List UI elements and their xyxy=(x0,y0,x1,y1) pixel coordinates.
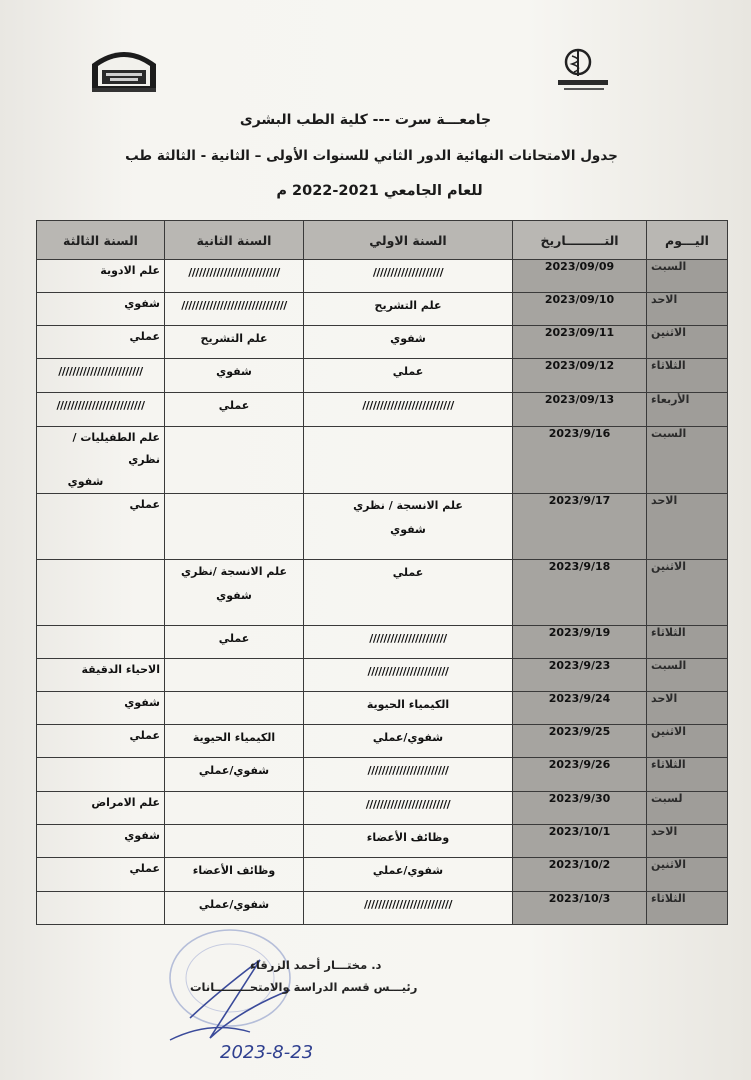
table-row xyxy=(37,725,728,758)
year2-cell xyxy=(165,427,304,494)
signatory-name: د. مختـــار أحمد الزرقاء xyxy=(250,958,382,972)
day-cell: لسبت xyxy=(647,792,728,825)
year1-cell: الكيمياء الحيوية xyxy=(304,692,513,725)
table-row xyxy=(37,359,728,393)
day-cell: الثلاثاء xyxy=(647,892,728,925)
date-cell: 2023/09/11 xyxy=(513,326,647,359)
date-cell: 2023/9/16 xyxy=(513,427,647,494)
year3-cell: عملي xyxy=(37,494,165,560)
year3-cell: ///////////////////////// xyxy=(37,393,165,427)
table-row xyxy=(37,659,728,692)
year3-cell: عملي xyxy=(37,326,165,359)
year3-cell-line2: شفوي xyxy=(67,475,104,488)
table-row xyxy=(37,825,728,858)
year3-cell: علم الامراض xyxy=(37,792,165,825)
year2-cell xyxy=(165,659,304,692)
year2-cell: عملي xyxy=(165,393,304,427)
table-row xyxy=(37,858,728,892)
date-cell: 2023/09/12 xyxy=(513,359,647,393)
year2-cell: ////////////////////////// xyxy=(165,260,304,293)
year3-cell: الاحياء الدقيقة xyxy=(37,659,165,692)
date-cell: 2023/9/30 xyxy=(513,792,647,825)
year2-cell xyxy=(165,494,304,560)
year2-cell xyxy=(165,825,304,858)
year3-cell-line1: علم الطفيليات / نظري xyxy=(72,431,160,466)
date-cell: 2023/9/17 xyxy=(513,494,647,560)
year3-cell: //////////////////////// xyxy=(37,359,165,393)
year2-cell: عملي xyxy=(165,626,304,659)
year1-cell: ///////////////////////// xyxy=(304,892,513,925)
date-cell: 2023/09/10 xyxy=(513,293,647,326)
date-cell: 2023/9/25 xyxy=(513,725,647,758)
year2-cell-line2: شفوي xyxy=(216,589,252,602)
day-cell: الاثنين xyxy=(647,560,728,626)
year3-cell: عملي xyxy=(37,725,165,758)
year2-cell-line1: علم الانسجة /نظري xyxy=(181,565,287,578)
day-cell: الاثنين xyxy=(647,725,728,758)
year2-cell: شفوي/عملي xyxy=(165,758,304,792)
signatory-role: رئيـــس قسم الدراسة والامتحـــــــــانات xyxy=(190,980,418,994)
year2-cell: شفوي xyxy=(165,359,304,393)
year1-cell: شفوي xyxy=(304,326,513,359)
table-row xyxy=(37,393,728,427)
table-row xyxy=(37,326,728,359)
academic-year: للعام الجامعي 2021-2022 م xyxy=(276,183,483,199)
year3-cell xyxy=(37,758,165,792)
year3-cell: شفوي xyxy=(37,293,165,326)
table-row xyxy=(37,758,728,792)
header-year1: السنة الاولي xyxy=(304,221,513,260)
day-cell: الثلاثاء xyxy=(647,359,728,393)
year3-cell xyxy=(37,626,165,659)
date-cell: 2023/9/19 xyxy=(513,626,647,659)
year1-cell: /////////////////////// xyxy=(304,659,513,692)
year1-cell-line2: شفوي xyxy=(390,523,426,536)
date-cell: 2023/09/09 xyxy=(513,260,647,293)
year1-cell: وظائف الأعضاء xyxy=(304,825,513,858)
table-row xyxy=(37,427,728,494)
date-cell: 2023/9/23 xyxy=(513,659,647,692)
year1-cell xyxy=(304,494,513,560)
header-year2: السنة الثانية xyxy=(165,221,304,260)
day-cell: الاحد xyxy=(647,293,728,326)
date-cell: 2023/9/26 xyxy=(513,758,647,792)
day-cell: الاحد xyxy=(647,692,728,725)
date-cell: 2023/9/18 xyxy=(513,560,647,626)
date-cell: 2023/9/24 xyxy=(513,692,647,725)
year1-cell: /////////////////////// xyxy=(304,758,513,792)
year2-cell xyxy=(165,792,304,825)
year2-cell: ////////////////////////////// xyxy=(165,293,304,326)
year3-cell xyxy=(37,427,165,494)
year3-cell: علم الادوية xyxy=(37,260,165,293)
day-cell: الاثنين xyxy=(647,858,728,892)
date-cell: 2023/10/1 xyxy=(513,825,647,858)
year3-cell: شفوي xyxy=(37,825,165,858)
day-cell: السبت xyxy=(647,260,728,293)
year1-cell: عملي xyxy=(304,359,513,393)
table-row xyxy=(37,560,728,626)
year1-cell: شفوي/عملي xyxy=(304,725,513,758)
table-row xyxy=(37,494,728,560)
table-row xyxy=(37,626,728,659)
date-cell: 2023/10/3 xyxy=(513,892,647,925)
year1-cell: //////////////////////// xyxy=(304,792,513,825)
day-cell: السبت xyxy=(647,427,728,494)
table-row xyxy=(37,293,728,326)
table-row xyxy=(37,692,728,725)
official-stamp xyxy=(150,920,390,1070)
day-cell: السبت xyxy=(647,659,728,692)
faculty-logo xyxy=(548,46,616,98)
university-logo xyxy=(88,44,160,94)
header-date: التـــــــــاريخ xyxy=(513,221,647,260)
year2-cell: الكيمياء الحيوية xyxy=(165,725,304,758)
year3-cell: شفوي xyxy=(37,692,165,725)
year1-cell: ////////////////////// xyxy=(304,626,513,659)
day-cell: الاثنين xyxy=(647,326,728,359)
date-cell: 2023/09/13 xyxy=(513,393,647,427)
year3-cell xyxy=(37,892,165,925)
year1-cell xyxy=(304,427,513,494)
exam-schedule-table xyxy=(36,220,728,925)
year2-cell xyxy=(165,560,304,626)
year1-cell: ////////////////////////// xyxy=(304,393,513,427)
year2-cell: شفوي/عملي xyxy=(165,892,304,925)
university-title: جامعـــة سرت --- كلية الطب البشرى xyxy=(239,112,492,128)
day-cell: الثلاثاء xyxy=(647,626,728,659)
day-cell: الاحد xyxy=(647,494,728,560)
day-cell: الأربعاء xyxy=(647,393,728,427)
year3-cell: عملي xyxy=(37,858,165,892)
year1-cell: علم التشريح xyxy=(304,293,513,326)
year2-cell: وظائف الأعضاء xyxy=(165,858,304,892)
table-row xyxy=(37,260,728,293)
year3-cell xyxy=(37,560,165,626)
day-cell: الاحد xyxy=(647,825,728,858)
year1-cell-line1: علم الانسجة / نظري xyxy=(353,499,463,512)
header-year3: السنة الثالثة xyxy=(37,221,165,260)
date-cell: 2023/10/2 xyxy=(513,858,647,892)
schedule-title: جدول الامتحانات النهائية الدور الثاني للسنوات الأولى – الثانية - الثالثة طب xyxy=(125,148,618,164)
handwritten-date: 2023-8-23 xyxy=(220,1042,314,1063)
table-header-row xyxy=(37,221,728,260)
year2-cell: علم التشريح xyxy=(165,326,304,359)
year1-cell: //////////////////// xyxy=(304,260,513,293)
year2-cell xyxy=(165,692,304,725)
header-day: اليـــوم xyxy=(647,221,728,260)
table-row xyxy=(37,792,728,825)
day-cell: الثلاثاء xyxy=(647,758,728,792)
year1-cell: شفوي/عملي xyxy=(304,858,513,892)
year1-cell: عملي xyxy=(304,560,513,626)
